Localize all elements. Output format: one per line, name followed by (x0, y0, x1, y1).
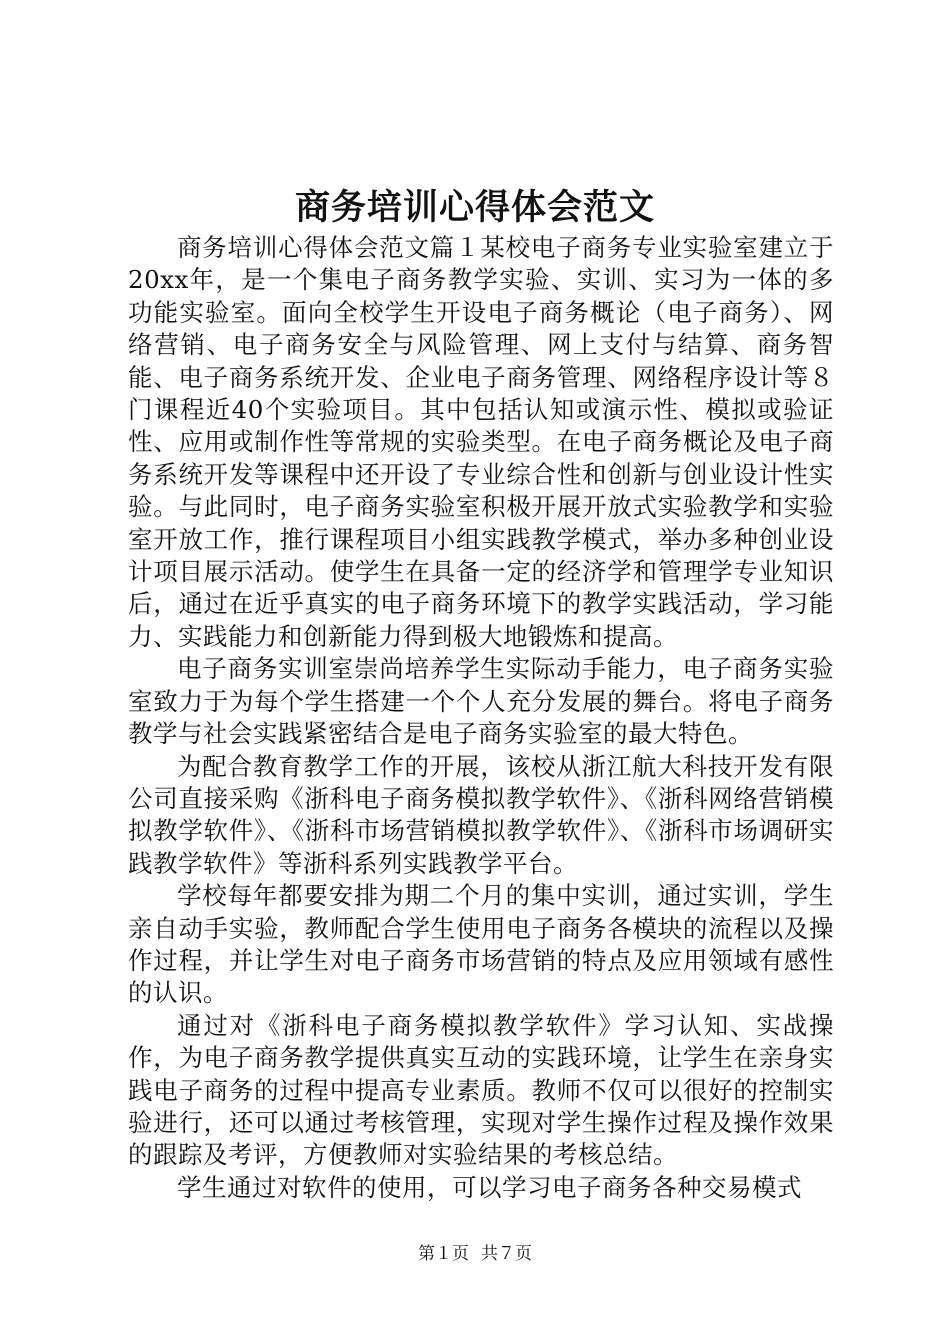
page-footer (0, 1243, 950, 1265)
document-body (128, 232, 834, 1204)
paragraph: 通过对《浙科电子商务模拟教学软件》学习认知、实战操作，为电子商务教学提供真实互动的实践环境，让学生在亲身实践电子商务的过程中提高专业素质。教师不仅可以很好的控制实验进行，还可以通过考核管理，实现对学生操作过程及操作效果的跟踪及考评，方便教师对实验结果的考核总结。 (128, 1010, 834, 1170)
paragraph: 电子商务实训室崇尚培养学生实际动手能力，电子商务实验室致力于为每个学生搭建一个个人充分发展的舞台。将电子商务教学与社会实践紧密结合是电子商务实验室的最大特色。 (128, 654, 834, 749)
paragraph: 学生通过对软件的使用，可以学习电子商务各种交易模式 (177, 1172, 802, 1202)
page-number-current: 第１页 (418, 1244, 469, 1264)
paragraph: 商务培训心得体会范文篇１某校电子商务专业实验室建立于20xx年，是一个集电子商务教学实验、实训、实习为一体的多功能实验室。面向全校学生开设电子商务概论（电子商务）、网络营销、电子商务安全与风险管理、网上支付与结算、商务智能、电子商务系统开发、企业电子商务管理、网络程序设计等８门课程近40个实验项目。其中包括认知或演示性、模拟或验证性、应用或制作性等常规的实验类型。在电子商务概论及电子商务系统开发等课程中还开设了专业综合性和创新与创业设计性实验。与此同时，电子商务实验室积极开展开放式实验教学和实验室开放工作，推行课程项目小组实践教学模式，举办多种创业设计项目展示活动。使学生在具备一定的经济学和管理学专业知识后，通过在近乎真实的电子商务环境下的教学实践活动，学习能力、实践能力和创新能力得到极大地锻炼和提高。 (128, 233, 834, 651)
paragraph: 为配合教育教学工作的开展，该校从浙江航大科技开发有限公司直接采购《浙科电子商务模拟教学软件》、《浙科网络营销模拟教学软件》、《浙科市场营销模拟教学软件》、《浙科市场调研实践教学软件》等浙科系列实践教学平台。 (128, 751, 834, 878)
paragraph: 学校每年都要安排为期二个月的集中实训，通过实训，学生亲自动手实验，教师配合学生使用电子商务各模块的流程以及操作过程，并让学生对电子商务市场营销的特点及应用领域有感性的认识。 (128, 881, 834, 1008)
document-title: 商务培训心得体会范文 (294, 187, 655, 228)
page-number-total: 共７页 (481, 1244, 532, 1264)
